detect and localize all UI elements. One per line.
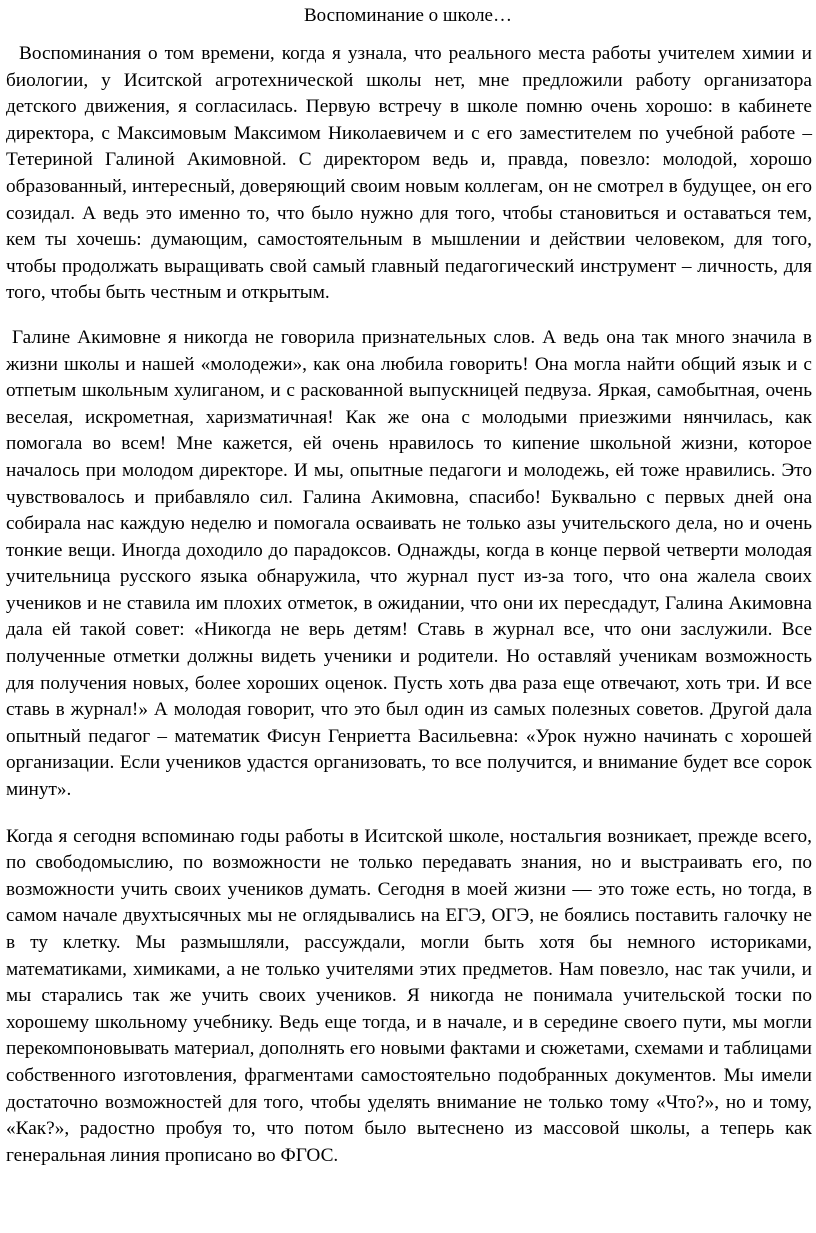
paragraph-2: Галине Акимовне я никогда не говорила признательных слов. А ведь она так много значила в жизни школы и нашей «молодежи», как она любила говорить! Она могла найти общий язык и с отпетым школьным хулиганом, и с раскованной выпускницей педвуза. Яркая, самобытная, очень веселая, искрометная, харизматичная! Как же она с молодыми приезжими нянчилась, как помогала во всем! Мне кажется, ей очень нравилось то кипение школьной жизни, которое началось при молодом директоре. И мы, опытные педагоги и молодежь, ей тоже нравились. Это чувствовалось и прибавляло сил. Галина Акимовна, спасибо! Буквально с первых дней она собирала нас каждую неделю и помогала осваивать не только азы учительского дела, но и очень тонкие вещи. Иногда доходило до парадоксов. Однажды, когда в конце первой четверти молодая учительница русского языка обнаружила, что журнал пуст из-за того, что она жалела своих учеников и не ставила им плохих отметок, в ожидании, что они их пересдадут, Галина Акимовна дала ей такой совет: «Никогда не верь детям! Ставь в журнал все, что они заслужили. Все полученные отметки должны видеть ученики и родители. Но оставляй ученикам возможность для получения новых, более хороших оценок. Пусть хоть два раза еще отвечают, хоть три. И все ставь в журнал!» А молодая говорит, что это был один из самых полезных советов. Другой дала опытный педагог – математик Фисун Генриетта Васильевна: «Урок нужно начинать с хорошей организации. Если учеников удастся организовать, то все получится, и внимание будет все сорок минут». xyxy=(6,326,812,801)
paragraph-1: Воспоминания о том времени, когда я узнала, что реального места работы учителем химии и биологии, у Иситской агротехнической школы нет, мне предложили работу организатора детского движения, я согласилась. Первую встречу в школе помню очень хорошо: в кабинете директора, с Максимовым Максимом Николаевичем и с его заместителем по учебной работе –Тетериной Галиной Акимовной. С директором ведь и, правда, повезло: молодой, хорошо образованный, интересный, доверяющий своим новым коллегам, он не смотрел в будущее, он его созидал. А ведь это именно то, что было нужно для того, чтобы становиться и оставаться тем, кем ты хочешь: думающим, самостоятельным в мышлении и действии человеком, для того, чтобы продолжать выращивать свой самый главный педагогический инструмент – личность, для того, чтобы быть честным и открытым. xyxy=(6,43,812,304)
document-title: Воспоминание о школе… xyxy=(303,5,512,26)
paragraph-3: Когда я сегодня вспоминаю годы работы в Иситской школе, ностальгия возникает, прежде всего, по свободомыслию, по возможности не только передавать знания, но и выстраивать его, по возможности учить своих учеников думать. Сегодня в моей жизни — это тоже есть, но тогда, в самом начале двухтысячных мы не оглядывались на ЕГЭ, ОГЭ, не боялись поставить галочку не в ту клетку. Мы размышляли, рассуждали, могли быть хотя бы немного историками, математиками, химиками, а не только учителями этих предметов. Нам повезло, нас так учили, и мы старались так же учить своих учеников. Я никогда не понимала учительской тоски по хорошему школьному учебнику. Ведь еще тогда, и в начале, и в середине своего пути, мы могли перекомпоновывать материал, дополнять его новыми фактами и сюжетами, схемами и таблицами собственного изготовления, фрагментами самостоятельно подобранных документов. Мы имели достаточно возможностей для того, чтобы уделять внимание не только тому «Что?», но и тому, «Как?», радостно пробуя то, что потом было вытеснено из массовой школы, а теперь как генеральная линия прописано во ФГОС. xyxy=(6,825,812,1166)
